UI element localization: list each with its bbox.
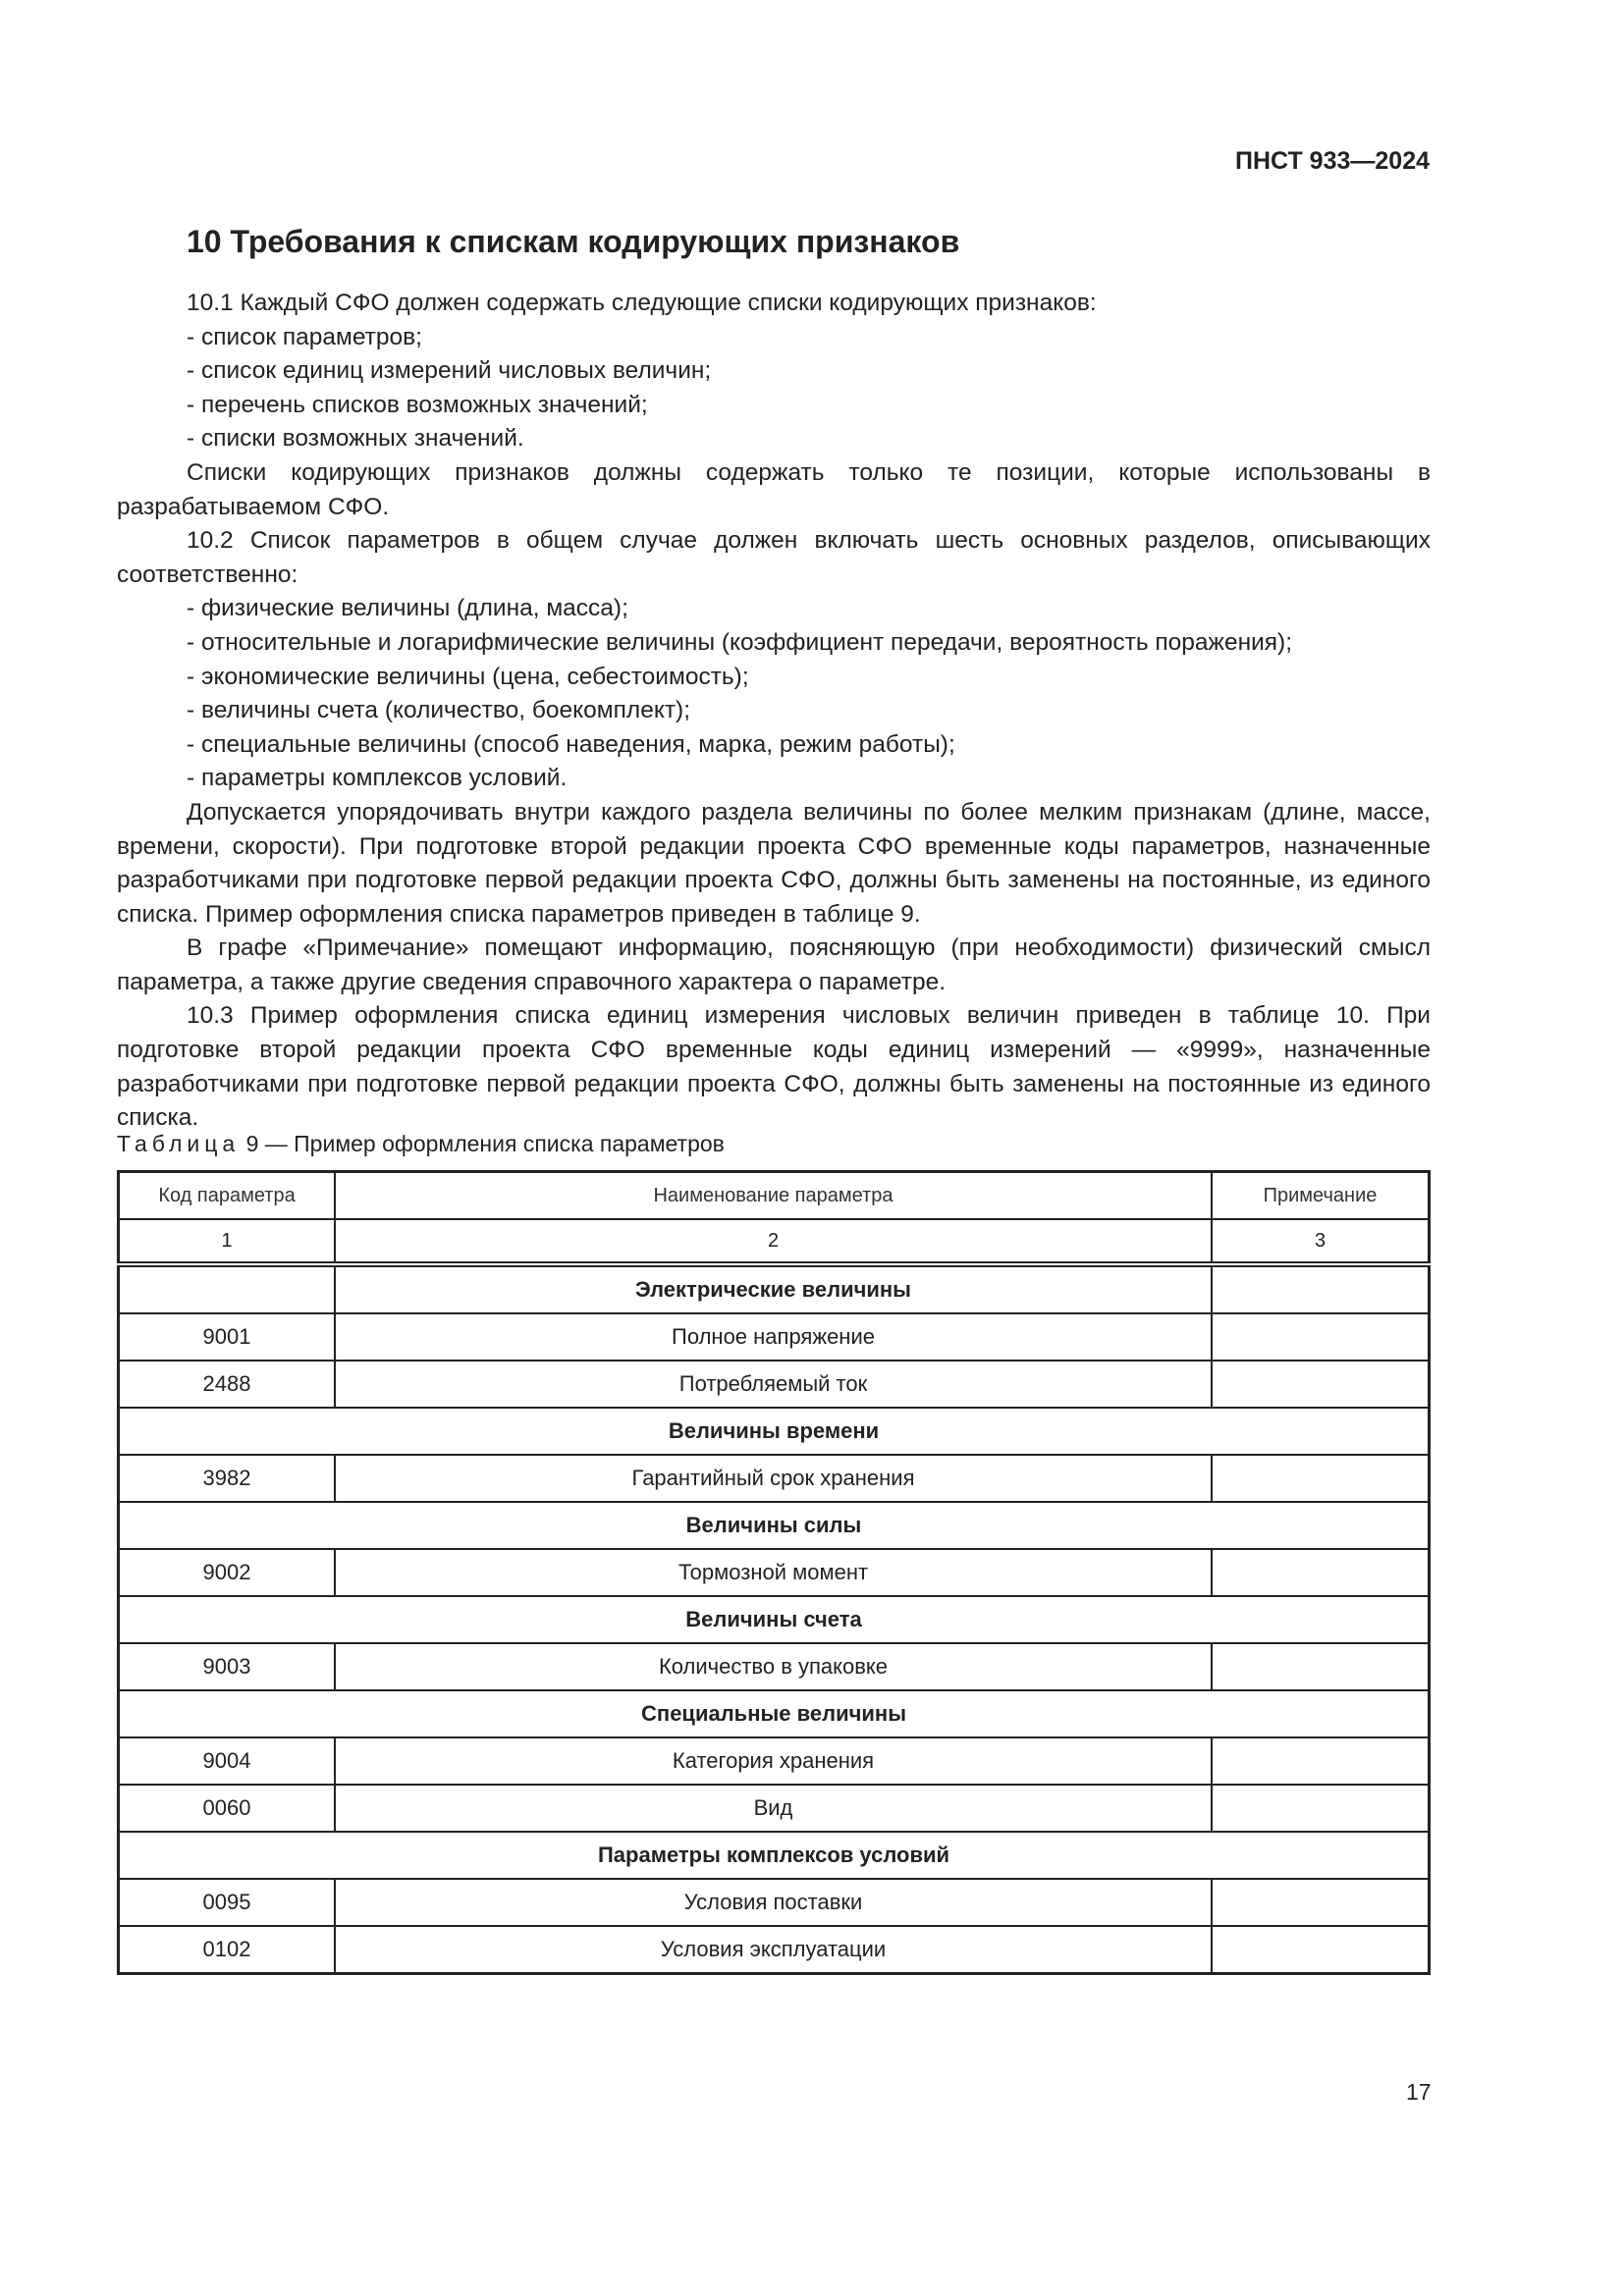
column-number-row xyxy=(119,1219,1430,1264)
table-section-row xyxy=(119,1832,1430,1879)
table-row xyxy=(119,1643,1430,1690)
table-section-row xyxy=(119,1690,1430,1737)
table-caption xyxy=(117,1131,725,1157)
paragraph-10-3: 10.3 Пример оформления списка единиц измерения числовых величин приведен в таблице 10. При подготовке второй редакции проекта СФО временные коды единиц измерений — «9999», назначенные разработчиками при подготовке первой редакции проекта СФО, должны быть заменены на постоянные из единого списка. xyxy=(117,1002,1431,1132)
list-item: - относительные и логарифмические величины (коэффициент передачи, вероятность поражения); xyxy=(187,628,1293,656)
param-note xyxy=(1212,1313,1430,1361)
param-code: 9004 xyxy=(119,1737,336,1785)
param-note xyxy=(1212,1926,1430,1974)
section-name: Электрические величины xyxy=(335,1264,1212,1313)
header-code: Код параметра xyxy=(119,1172,336,1220)
page-number: 17 xyxy=(1406,2079,1432,2105)
list-item: - экономические величины (цена, себестоимость); xyxy=(187,663,749,690)
column-number: 3 xyxy=(1212,1219,1430,1264)
table-row xyxy=(119,1313,1430,1361)
section-name: Параметры комплексов условий xyxy=(119,1832,1430,1879)
table-header-row xyxy=(119,1172,1430,1220)
table-row xyxy=(119,1879,1430,1926)
param-name: Категория хранения xyxy=(335,1737,1212,1785)
param-code: 3982 xyxy=(119,1455,336,1502)
param-name: Условия эксплуатации xyxy=(335,1926,1212,1974)
table-caption-text: 9 — Пример оформления списка параметров xyxy=(240,1131,725,1156)
section-body xyxy=(117,287,1431,1136)
list-item: - величины счета (количество, боекомплект); xyxy=(187,697,691,724)
param-name: Вид xyxy=(335,1785,1212,1832)
param-code: 0102 xyxy=(119,1926,336,1974)
parameters-table xyxy=(117,1170,1431,1975)
table-section-row xyxy=(119,1408,1430,1455)
list-item: - списки возможных значений. xyxy=(187,425,524,453)
param-note xyxy=(1212,1879,1430,1926)
list-item: - физические величины (длина, масса); xyxy=(187,595,628,622)
list-item: - специальные величины (способ наведения, марка, режим работы); xyxy=(187,730,955,758)
table-caption-label: Таблица xyxy=(117,1131,241,1156)
paragraph: В графе «Примечание» помещают информацию, поясняющую (при необходимости) физический смысл параметра, а также другие сведения справочного характера о параметре. xyxy=(117,934,1431,995)
table-section-row xyxy=(119,1502,1430,1549)
param-note xyxy=(1212,1643,1430,1690)
table-row xyxy=(119,1926,1430,1974)
param-note xyxy=(1212,1549,1430,1596)
table-section-row xyxy=(119,1596,1430,1643)
param-code: 9002 xyxy=(119,1549,336,1596)
param-code: 9001 xyxy=(119,1313,336,1361)
header-note: Примечание xyxy=(1212,1172,1430,1220)
list-item: - перечень списков возможных значений; xyxy=(187,391,648,418)
param-code: 0060 xyxy=(119,1785,336,1832)
param-name: Полное напряжение xyxy=(335,1313,1212,1361)
table-row xyxy=(119,1785,1430,1832)
paragraph-10-2: 10.2 Список параметров в общем случае должен включать шесть основных разделов, описывающих соответственно: xyxy=(117,527,1431,588)
param-name: Гарантийный срок хранения xyxy=(335,1455,1212,1502)
column-number: 1 xyxy=(119,1219,336,1264)
param-note xyxy=(1212,1361,1430,1408)
param-code: 0095 xyxy=(119,1879,336,1926)
param-name: Тормозной момент xyxy=(335,1549,1212,1596)
header-name: Наименование параметра xyxy=(335,1172,1212,1220)
param-name: Условия поставки xyxy=(335,1879,1212,1926)
param-note xyxy=(1212,1455,1430,1502)
param-note xyxy=(1212,1737,1430,1785)
param-name: Потребляемый ток xyxy=(335,1361,1212,1408)
param-code: 9003 xyxy=(119,1643,336,1690)
table-section-row xyxy=(119,1264,1430,1313)
column-number: 2 xyxy=(335,1219,1212,1264)
paragraph: Допускается упорядочивать внутри каждого раздела величины по более мелким признакам (длине, массе, времени, скорости). При подготовке второй редакции проекта СФО временные коды параметров, назначенные разработчиками при подготовке первой редакции проекта СФО, должны быть заменены на постоянные, из единого списка. Пример оформления списка параметров приведен в таблице 9. xyxy=(117,798,1431,928)
section-name: Специальные величины xyxy=(119,1690,1430,1737)
list-item: - список параметров; xyxy=(187,323,422,350)
table-row xyxy=(119,1549,1430,1596)
document-code: ПНСТ 933—2024 xyxy=(1235,147,1430,175)
paragraph: Списки кодирующих признаков должны содержать только те позиции, которые использованы в разрабатываемом СФО. xyxy=(117,458,1431,520)
list-item: - параметры комплексов условий. xyxy=(187,765,568,792)
param-code: 2488 xyxy=(119,1361,336,1408)
param-name: Количество в упаковке xyxy=(335,1643,1212,1690)
list-item: - список единиц измерений числовых величин; xyxy=(187,357,712,385)
empty-cell xyxy=(1212,1264,1430,1313)
table-row xyxy=(119,1455,1430,1502)
table-row xyxy=(119,1737,1430,1785)
section-name: Величины времени xyxy=(119,1408,1430,1455)
table-row xyxy=(119,1361,1430,1408)
section-name: Величины счета xyxy=(119,1596,1430,1643)
paragraph-10-1: 10.1 Каждый СФО должен содержать следующие списки кодирующих признаков: xyxy=(187,290,1097,316)
empty-cell xyxy=(119,1264,336,1313)
section-title: 10 Требования к спискам кодирующих признаков xyxy=(187,224,960,259)
param-note xyxy=(1212,1785,1430,1832)
section-name: Величины силы xyxy=(119,1502,1430,1549)
